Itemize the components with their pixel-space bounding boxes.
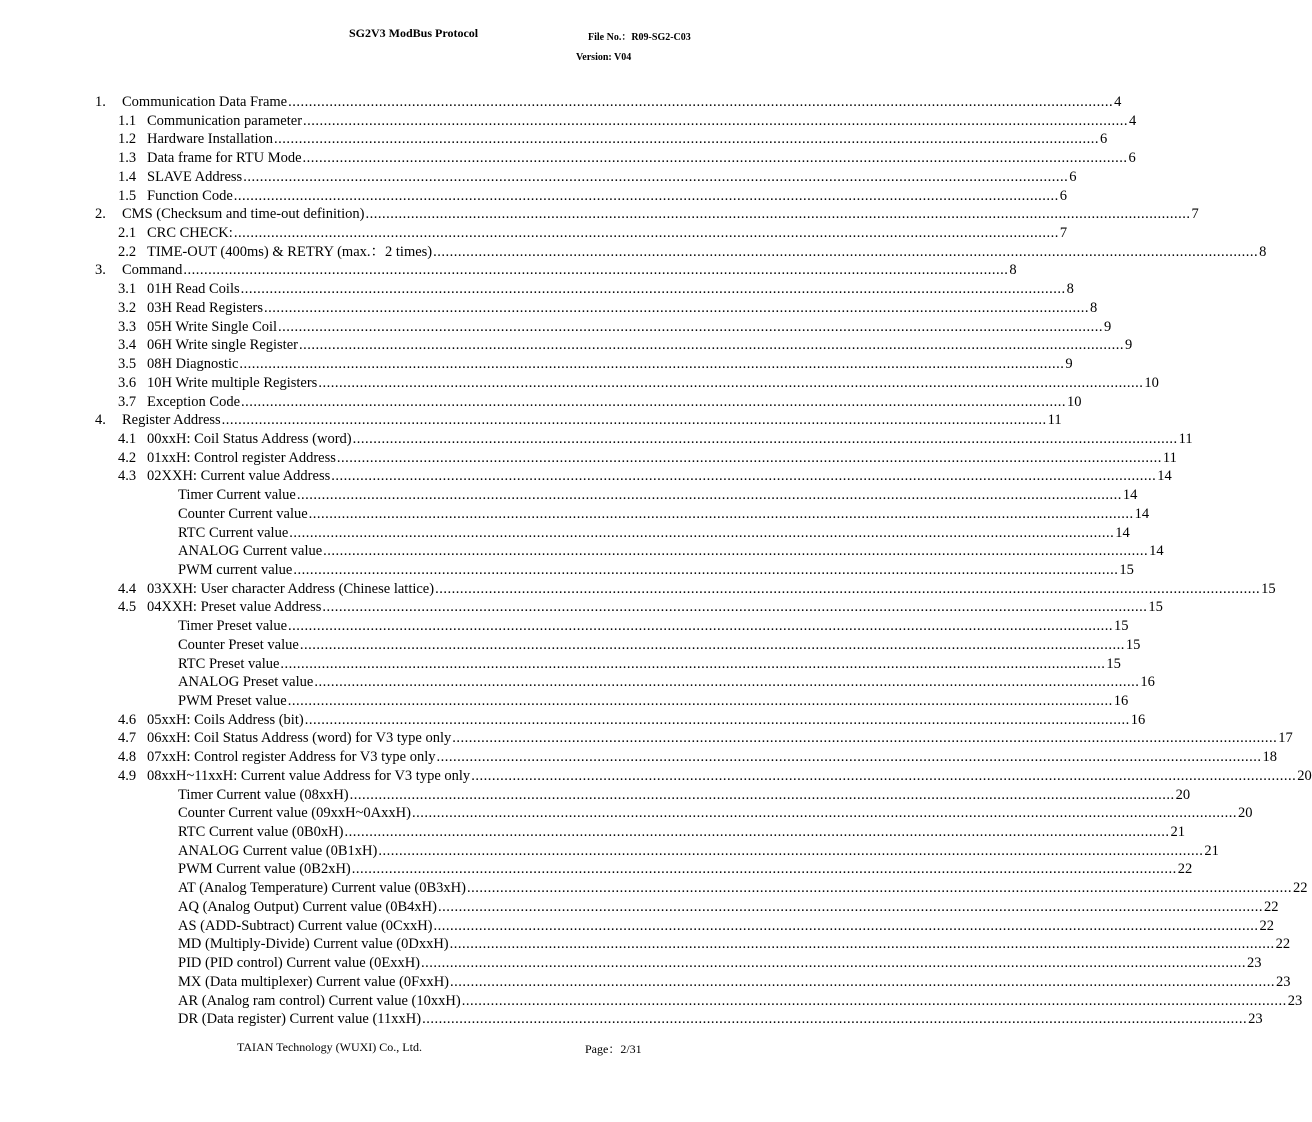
toc-entry-number: 3.2 <box>118 299 137 316</box>
toc-dot-leader: ........................................................................................................................................................................................................ <box>378 842 1204 859</box>
toc-entry-title: Command <box>122 262 183 279</box>
footer-page-number: Page：2/31 <box>585 1042 642 1056</box>
toc-dot-leader: ........................................................................................................................................................................................................ <box>351 861 1177 878</box>
toc-entry[interactable] <box>0 130 1108 149</box>
toc-entry-title: 05H Write Single Coil <box>147 318 278 335</box>
toc-entry-page: 4 <box>1129 112 1137 129</box>
toc-entry-title: Counter Current value (09xxH~0AxxH) <box>178 805 411 822</box>
toc-entry-title: MD (Multiply-Divide) Current value (0DxxH) <box>178 936 449 953</box>
toc-entry-line <box>147 748 1277 767</box>
toc-entry-title: 03XXH: User character Address (Chinese lattice) <box>147 580 435 597</box>
toc-dot-leader: ........................................................................................................................................................................................................ <box>288 618 1114 635</box>
toc-entry-page: 15 <box>1148 599 1163 616</box>
toc-entry-line <box>178 673 1155 692</box>
toc-entry[interactable] <box>0 149 1136 168</box>
toc-entry[interactable] <box>0 430 1193 449</box>
toc-entry[interactable] <box>0 729 1293 748</box>
toc-entry-page: 9 <box>1065 356 1073 373</box>
toc-entry-page: 6 <box>1069 168 1077 185</box>
toc-entry-page: 18 <box>1262 749 1277 766</box>
toc-entry-line <box>147 711 1146 730</box>
toc-dot-leader: ........................................................................................................................................................................................................ <box>352 430 1178 447</box>
toc-entry-title: RTC Current value <box>178 524 289 541</box>
toc-entry-title: 10H Write multiple Registers <box>147 374 318 391</box>
toc-entry[interactable] <box>0 860 1193 879</box>
toc-entry-page: 22 <box>1259 917 1275 934</box>
toc-entry-line <box>147 280 1074 299</box>
toc-dot-leader: ........................................................................................................................................................................................................ <box>243 168 1069 185</box>
toc-entry-title: Hardware Installation <box>147 131 274 148</box>
toc-dot-leader: ........................................................................................................................................................................................................ <box>436 749 1262 766</box>
toc-dot-leader: ........................................................................................................................................................................................................ <box>287 693 1113 709</box>
toc-entry-line <box>147 598 1163 617</box>
toc-entry[interactable] <box>0 205 1199 224</box>
toc-dot-leader: ........................................................................................................................................................................................................ <box>183 262 1009 279</box>
toc-entry-number: 1. <box>95 94 106 110</box>
toc-entry-line <box>147 467 1172 486</box>
toc-entry-title: PWM Preset value <box>178 693 287 709</box>
toc-dot-leader: ........................................................................................................................................................................................................ <box>349 786 1175 803</box>
toc-entry-page: 8 <box>1089 299 1098 316</box>
toc-entry-number: 1.2 <box>118 131 137 148</box>
toc-entry[interactable] <box>0 261 1017 280</box>
toc-entry-title: Function Code <box>147 187 233 204</box>
toc-entry-title: AS (ADD-Subtract) Current value (0CxxH) <box>178 917 433 934</box>
toc-entry-line <box>178 842 1219 861</box>
toc-entry-page: 16 <box>1130 711 1146 728</box>
toc-entry-title: 06xxH: Coil Status Address (word) for V3 type only <box>147 730 452 747</box>
toc-entry-line <box>178 992 1303 1011</box>
toc-dot-leader: ........................................................................................................................................................................................................ <box>274 131 1100 148</box>
toc-entry-page: 9 <box>1124 337 1133 354</box>
version-label: Version: V04 <box>576 52 632 63</box>
toc-entry-line <box>178 860 1193 879</box>
toc-entry-title: Timer Preset value <box>178 618 288 635</box>
toc-dot-leader: ........................................................................................................................................................................................................ <box>318 374 1144 391</box>
toc-entry[interactable] <box>0 842 1219 861</box>
toc-dot-leader: ........................................................................................................................................................................................................ <box>466 880 1292 897</box>
toc-entry-line <box>147 374 1159 393</box>
toc-entry-page: 20 <box>1237 805 1253 822</box>
toc-entry-line <box>178 542 1164 561</box>
toc-dot-leader: ........................................................................................................................................................................................................ <box>303 112 1129 129</box>
toc-dot-leader: ........................................................................................................................................................................................................ <box>365 206 1191 223</box>
toc-entry[interactable] <box>0 374 1159 393</box>
toc-dot-leader: ........................................................................................................................................................................................................ <box>314 674 1140 691</box>
toc-dot-leader: ........................................................................................................................................................................................................ <box>293 561 1119 578</box>
toc-entry-line <box>147 299 1098 318</box>
toc-entry-number: 1.5 <box>118 187 137 204</box>
toc-entry-line <box>178 524 1130 543</box>
toc-entry-number: 4. <box>95 412 106 429</box>
toc-entry-line <box>178 935 1291 954</box>
toc-dot-leader: ........................................................................................................................................................................................................ <box>296 487 1122 504</box>
toc-entry[interactable] <box>0 879 1308 898</box>
toc-entry-line <box>147 224 1068 243</box>
toc-entry[interactable] <box>0 318 1112 337</box>
toc-entry-title: 07xxH: Control register Address for V3 type only <box>147 749 436 766</box>
toc-entry-line <box>122 261 1017 280</box>
toc-entry-page: 8 <box>1259 243 1267 260</box>
toc-entry[interactable] <box>0 393 1082 412</box>
toc-entry-number: 4.3 <box>118 468 137 485</box>
toc-entry-line <box>178 823 1185 842</box>
toc-entry-page: 23 <box>1248 1011 1263 1028</box>
toc-entry-title: 02XXH: Current value Address <box>147 468 331 485</box>
toc-dot-leader: ........................................................................................................................................................................................................ <box>433 917 1259 934</box>
toc-entry[interactable] <box>0 168 1077 187</box>
toc-entry-title: SLAVE Address <box>147 168 243 185</box>
toc-entry-title: 04XXH: Preset value Address <box>147 599 322 616</box>
toc-dot-leader: ........................................................................................................................................................................................................ <box>344 824 1170 841</box>
toc-entry-title: TIME-OUT (400ms) & RETRY (max.：2 times) <box>147 243 433 260</box>
toc-entry-title: Timer Current value <box>178 487 296 504</box>
toc-entry-number: 4.5 <box>118 599 137 616</box>
toc-entry-title: PWM current value <box>178 561 293 578</box>
toc-entry[interactable] <box>0 486 1138 505</box>
toc-entry-line <box>147 149 1136 168</box>
toc-entry-page: 11 <box>1178 430 1193 447</box>
toc-entry-line <box>178 561 1134 580</box>
toc-entry-line <box>147 393 1082 412</box>
toc-entry-line <box>147 729 1293 748</box>
toc-entry-line <box>147 355 1073 374</box>
toc-entry[interactable] <box>0 224 1068 243</box>
toc-entry-page: 23 <box>1247 955 1262 972</box>
toc-dot-leader: ........................................................................................................................................................................................................ <box>302 150 1128 167</box>
toc-dot-leader: ........................................................................................................................................................................................................ <box>289 524 1115 541</box>
toc-entry-page: 15 <box>1119 561 1134 578</box>
toc-entry-line <box>178 486 1138 505</box>
toc-entry-page: 15 <box>1125 636 1141 653</box>
toc-entry-line <box>178 636 1141 655</box>
toc-entry-number: 4.4 <box>118 580 137 597</box>
toc-entry-page: 14 <box>1149 543 1164 560</box>
toc-entry-page: 22 <box>1275 936 1291 953</box>
toc-entry-title: PID (PID control) Current value (0ExxH) <box>178 955 421 972</box>
toc-entry-page: 8 <box>1066 281 1074 298</box>
toc-entry[interactable] <box>0 636 1141 655</box>
toc-entry[interactable] <box>0 93 1122 112</box>
toc-dot-leader: ........................................................................................................................................................................................................ <box>322 599 1148 616</box>
toc-entry[interactable] <box>0 561 1134 580</box>
toc-entry[interactable] <box>0 112 1137 131</box>
toc-entry-number: 3. <box>95 262 106 279</box>
toc-entry-number: 2.2 <box>118 243 137 260</box>
toc-dot-leader: ........................................................................................................................................................................................................ <box>435 580 1261 597</box>
toc-entry-number: 4.9 <box>118 767 137 784</box>
toc-entry-line <box>147 187 1068 206</box>
toc-entry-line <box>178 655 1121 674</box>
toc-dot-leader: ........................................................................................................................................................................................................ <box>308 505 1134 522</box>
toc-entry-page: 22 <box>1263 898 1279 915</box>
toc-entry-page: 9 <box>1104 318 1112 335</box>
toc-dot-leader: ........................................................................................................................................................................................................ <box>433 243 1259 260</box>
toc-entry-title: 06H Write single Register <box>147 337 298 354</box>
toc-entry-line <box>147 112 1137 131</box>
toc-entry[interactable] <box>0 954 1262 973</box>
toc-entry[interactable] <box>0 992 1303 1011</box>
toc-entry[interactable] <box>0 355 1073 374</box>
toc-entry-line <box>178 617 1129 636</box>
toc-entry-line <box>178 786 1191 805</box>
toc-entry-line <box>122 411 1062 430</box>
toc-entry-page: 7 <box>1191 206 1199 223</box>
toc-entry-title: 01H Read Coils <box>147 281 240 298</box>
toc-dot-leader: ........................................................................................................................................................................................................ <box>240 281 1066 298</box>
toc-entry-line <box>147 168 1077 187</box>
toc-entry-number: 2. <box>95 206 106 223</box>
toc-entry[interactable] <box>0 692 1129 711</box>
toc-entry-page: 11 <box>1162 449 1177 466</box>
toc-entry-line <box>178 973 1291 992</box>
toc-entry-number: 3.4 <box>118 337 137 354</box>
toc-dot-leader: ........................................................................................................................................................................................................ <box>471 767 1297 784</box>
toc-entry-page: 22 <box>1292 880 1308 897</box>
toc-entry[interactable] <box>0 711 1146 730</box>
toc-entry-page: 14 <box>1115 524 1130 541</box>
toc-entry-page: 17 <box>1278 730 1293 747</box>
toc-entry-page: 11 <box>1047 412 1062 429</box>
toc-entry-title: 05xxH: Coils Address (bit) <box>147 711 304 728</box>
toc-entry-title: CMS (Checksum and time-out definition) <box>122 206 365 223</box>
toc-dot-leader: ........................................................................................................................................................................................................ <box>239 356 1065 373</box>
toc-entry-number: 3.1 <box>118 281 137 298</box>
toc-entry-line <box>147 580 1276 599</box>
file-number: File No.：R09-SG2-C03 <box>588 32 691 43</box>
toc-dot-leader: ........................................................................................................................................................................................................ <box>288 94 1114 110</box>
toc-entry-page: 20 <box>1297 767 1312 784</box>
footer-company: TAIAN Technology (WUXI) Co., Ltd. <box>237 1040 422 1054</box>
toc-entry-page: 14 <box>1157 468 1172 485</box>
toc-entry-page: 10 <box>1067 393 1082 410</box>
toc-entry-line <box>147 336 1133 355</box>
toc-entry-title: AQ (Analog Output) Current value (0B4xH) <box>178 898 437 915</box>
toc-entry-page: 15 <box>1106 655 1121 672</box>
toc-dot-leader: ........................................................................................................................................................................................................ <box>411 805 1237 822</box>
toc-entry-title: AR (Analog ram control) Current value (10xxH) <box>178 992 461 1009</box>
toc-entry-number: 2.1 <box>118 225 137 242</box>
toc-entry-page: 10 <box>1144 374 1159 391</box>
toc-entry-title: Timer Current value (08xxH) <box>178 786 349 803</box>
toc-entry-title: DR (Data register) Current value (11xxH) <box>178 1011 422 1028</box>
toc-dot-leader: ........................................................................................................................................................................................................ <box>461 992 1287 1009</box>
toc-entry-line <box>147 318 1112 337</box>
toc-entry-title: Counter Current value <box>178 505 308 522</box>
toc-entry-number: 1.3 <box>118 150 137 167</box>
toc-entry-title: Data frame for RTU Mode <box>147 150 302 167</box>
toc-entry-page: 6 <box>1128 150 1136 167</box>
toc-dot-leader: ........................................................................................................................................................................................................ <box>450 973 1275 990</box>
toc-dot-leader: ........................................................................................................................................................................................................ <box>323 543 1149 560</box>
toc-entry-title: RTC Current value (0B0xH) <box>178 824 344 841</box>
toc-entry-number: 4.2 <box>118 449 137 466</box>
toc-entry-page: 8 <box>1009 262 1017 279</box>
toc-entry-title: 08H Diagnostic <box>147 356 239 373</box>
toc-entry[interactable] <box>0 786 1191 805</box>
toc-dot-leader: ........................................................................................................................................................................................................ <box>280 655 1106 672</box>
toc-entry-number: 1.1 <box>118 112 137 129</box>
toc-dot-leader: ........................................................................................................................................................................................................ <box>452 730 1278 747</box>
toc-entry[interactable] <box>0 673 1155 692</box>
toc-entry-page: 6 <box>1100 131 1108 148</box>
toc-entry[interactable] <box>0 973 1291 992</box>
toc-entry-line <box>147 767 1312 786</box>
toc-entry-page: 16 <box>1113 693 1129 709</box>
toc-entry-title: AT (Analog Temperature) Current value (0B3xH) <box>178 880 466 897</box>
toc-entry[interactable] <box>0 580 1276 599</box>
toc-dot-leader: ........................................................................................................................................................................................................ <box>221 412 1047 429</box>
toc-entry-title: PWM Current value (0B2xH) <box>178 861 351 878</box>
toc-dot-leader: ........................................................................................................................................................................................................ <box>304 711 1130 728</box>
toc-entry-page: 14 <box>1134 505 1150 522</box>
toc-entry-page: 22 <box>1177 861 1193 878</box>
toc-entry-page: 15 <box>1261 580 1276 597</box>
toc-entry[interactable] <box>0 467 1172 486</box>
toc-entry-page: 4 <box>1114 94 1122 110</box>
toc-dot-leader: ........................................................................................................................................................................................................ <box>263 299 1089 316</box>
toc-dot-leader: ........................................................................................................................................................................................................ <box>278 318 1104 335</box>
toc-entry[interactable] <box>0 336 1133 355</box>
toc-entry-title: Exception Code <box>147 393 241 410</box>
toc-entry-title: Communication parameter <box>147 112 303 129</box>
toc-entry[interactable] <box>0 655 1121 674</box>
toc-entry-number: 3.5 <box>118 356 137 373</box>
toc-entry[interactable] <box>0 1010 1263 1029</box>
toc-entry-number: 4.1 <box>118 430 137 447</box>
toc-entry[interactable] <box>0 598 1163 617</box>
toc-entry-page: 15 <box>1114 618 1129 635</box>
toc-entry-line <box>178 898 1279 917</box>
toc-dot-leader: ........................................................................................................................................................................................................ <box>299 636 1125 653</box>
table-of-contents <box>0 93 1312 1029</box>
toc-entry-page: 23 <box>1276 973 1291 990</box>
toc-entry[interactable] <box>0 823 1185 842</box>
toc-entry-page: 7 <box>1059 225 1068 242</box>
toc-entry-line <box>178 879 1308 898</box>
toc-entry-title: 08xxH~11xxH: Current value Address for V3 type only <box>147 767 471 784</box>
toc-entry[interactable] <box>0 280 1074 299</box>
toc-entry[interactable] <box>0 617 1129 636</box>
document-title: SG2V3 ModBus Protocol <box>349 26 479 40</box>
toc-entry-title: ANALOG Current value <box>178 543 323 560</box>
toc-entry-title: 01xxH: Control register Address <box>147 449 336 466</box>
toc-entry[interactable] <box>0 243 1267 262</box>
toc-dot-leader: ........................................................................................................................................................................................................ <box>233 187 1059 204</box>
toc-entry-title: Counter Preset value <box>178 636 299 653</box>
toc-entry-page: 20 <box>1175 786 1191 803</box>
toc-dot-leader: ........................................................................................................................................................................................................ <box>233 225 1059 242</box>
toc-entry-page: 21 <box>1204 842 1219 859</box>
toc-dot-leader: ........................................................................................................................................................................................................ <box>421 955 1247 972</box>
toc-entry-number: 1.4 <box>118 168 137 185</box>
toc-entry-line <box>147 430 1193 449</box>
toc-entry-number: 4.8 <box>118 749 137 766</box>
toc-entry-title: 03H Read Registers <box>147 299 263 316</box>
toc-entry-title: Communication Data Frame <box>122 94 288 110</box>
toc-entry-number: 3.7 <box>118 393 137 410</box>
toc-entry-number: 4.7 <box>118 730 137 747</box>
toc-entry-page: 6 <box>1059 187 1068 204</box>
toc-entry-line <box>122 93 1122 112</box>
toc-entry-line <box>178 804 1253 823</box>
toc-entry-page: 23 <box>1287 992 1303 1009</box>
toc-entry-title: 00xxH: Coil Status Address (word) <box>147 430 352 447</box>
toc-dot-leader: ........................................................................................................................................................................................................ <box>331 468 1157 485</box>
toc-entry[interactable] <box>0 804 1253 823</box>
toc-entry[interactable] <box>0 187 1068 206</box>
toc-dot-leader: ........................................................................................................................................................................................................ <box>298 337 1124 354</box>
toc-entry-page: 16 <box>1140 674 1155 691</box>
toc-entry-page: 21 <box>1170 824 1185 841</box>
toc-entry[interactable] <box>0 449 1177 468</box>
toc-dot-leader: ........................................................................................................................................................................................................ <box>437 898 1263 915</box>
toc-entry[interactable] <box>0 505 1150 524</box>
toc-dot-leader: ........................................................................................................................................................................................................ <box>422 1011 1248 1028</box>
toc-entry-title: ANALOG Current value (0B1xH) <box>178 842 378 859</box>
toc-entry-line <box>178 692 1129 711</box>
toc-entry-line <box>178 505 1150 524</box>
toc-entry[interactable] <box>0 542 1164 561</box>
toc-entry[interactable] <box>0 524 1130 543</box>
toc-entry-line <box>147 243 1267 262</box>
toc-entry-title: Register Address <box>122 412 221 429</box>
toc-entry-title: RTC Preset value <box>178 655 280 672</box>
toc-dot-leader: ........................................................................................................................................................................................................ <box>449 936 1275 953</box>
toc-entry[interactable] <box>0 411 1062 430</box>
toc-entry[interactable] <box>0 748 1277 767</box>
toc-entry[interactable] <box>0 917 1275 936</box>
toc-entry-line <box>178 917 1275 936</box>
toc-dot-leader: ........................................................................................................................................................................................................ <box>241 393 1067 410</box>
toc-entry-title: MX (Data multiplexer) Current value (0FxxH) <box>178 973 449 990</box>
toc-entry-title: CRC CHECK: <box>147 225 233 242</box>
toc-entry-page: 14 <box>1122 487 1138 504</box>
toc-entry[interactable] <box>0 767 1312 786</box>
toc-entry-line <box>178 1010 1263 1029</box>
toc-dot-leader: ........................................................................................................................................................................................................ <box>336 449 1162 466</box>
toc-entry-line <box>147 449 1177 468</box>
toc-entry-line <box>178 954 1262 973</box>
toc-entry[interactable] <box>0 935 1291 954</box>
toc-entry[interactable] <box>0 898 1279 917</box>
toc-entry[interactable] <box>0 299 1098 318</box>
toc-entry-number: 4.6 <box>118 711 137 728</box>
toc-entry-title: ANALOG Preset value <box>178 674 314 691</box>
toc-entry-number: 3.6 <box>118 374 137 391</box>
toc-entry-line <box>147 130 1108 149</box>
toc-entry-line <box>122 205 1199 224</box>
toc-entry-number: 3.3 <box>118 318 137 335</box>
